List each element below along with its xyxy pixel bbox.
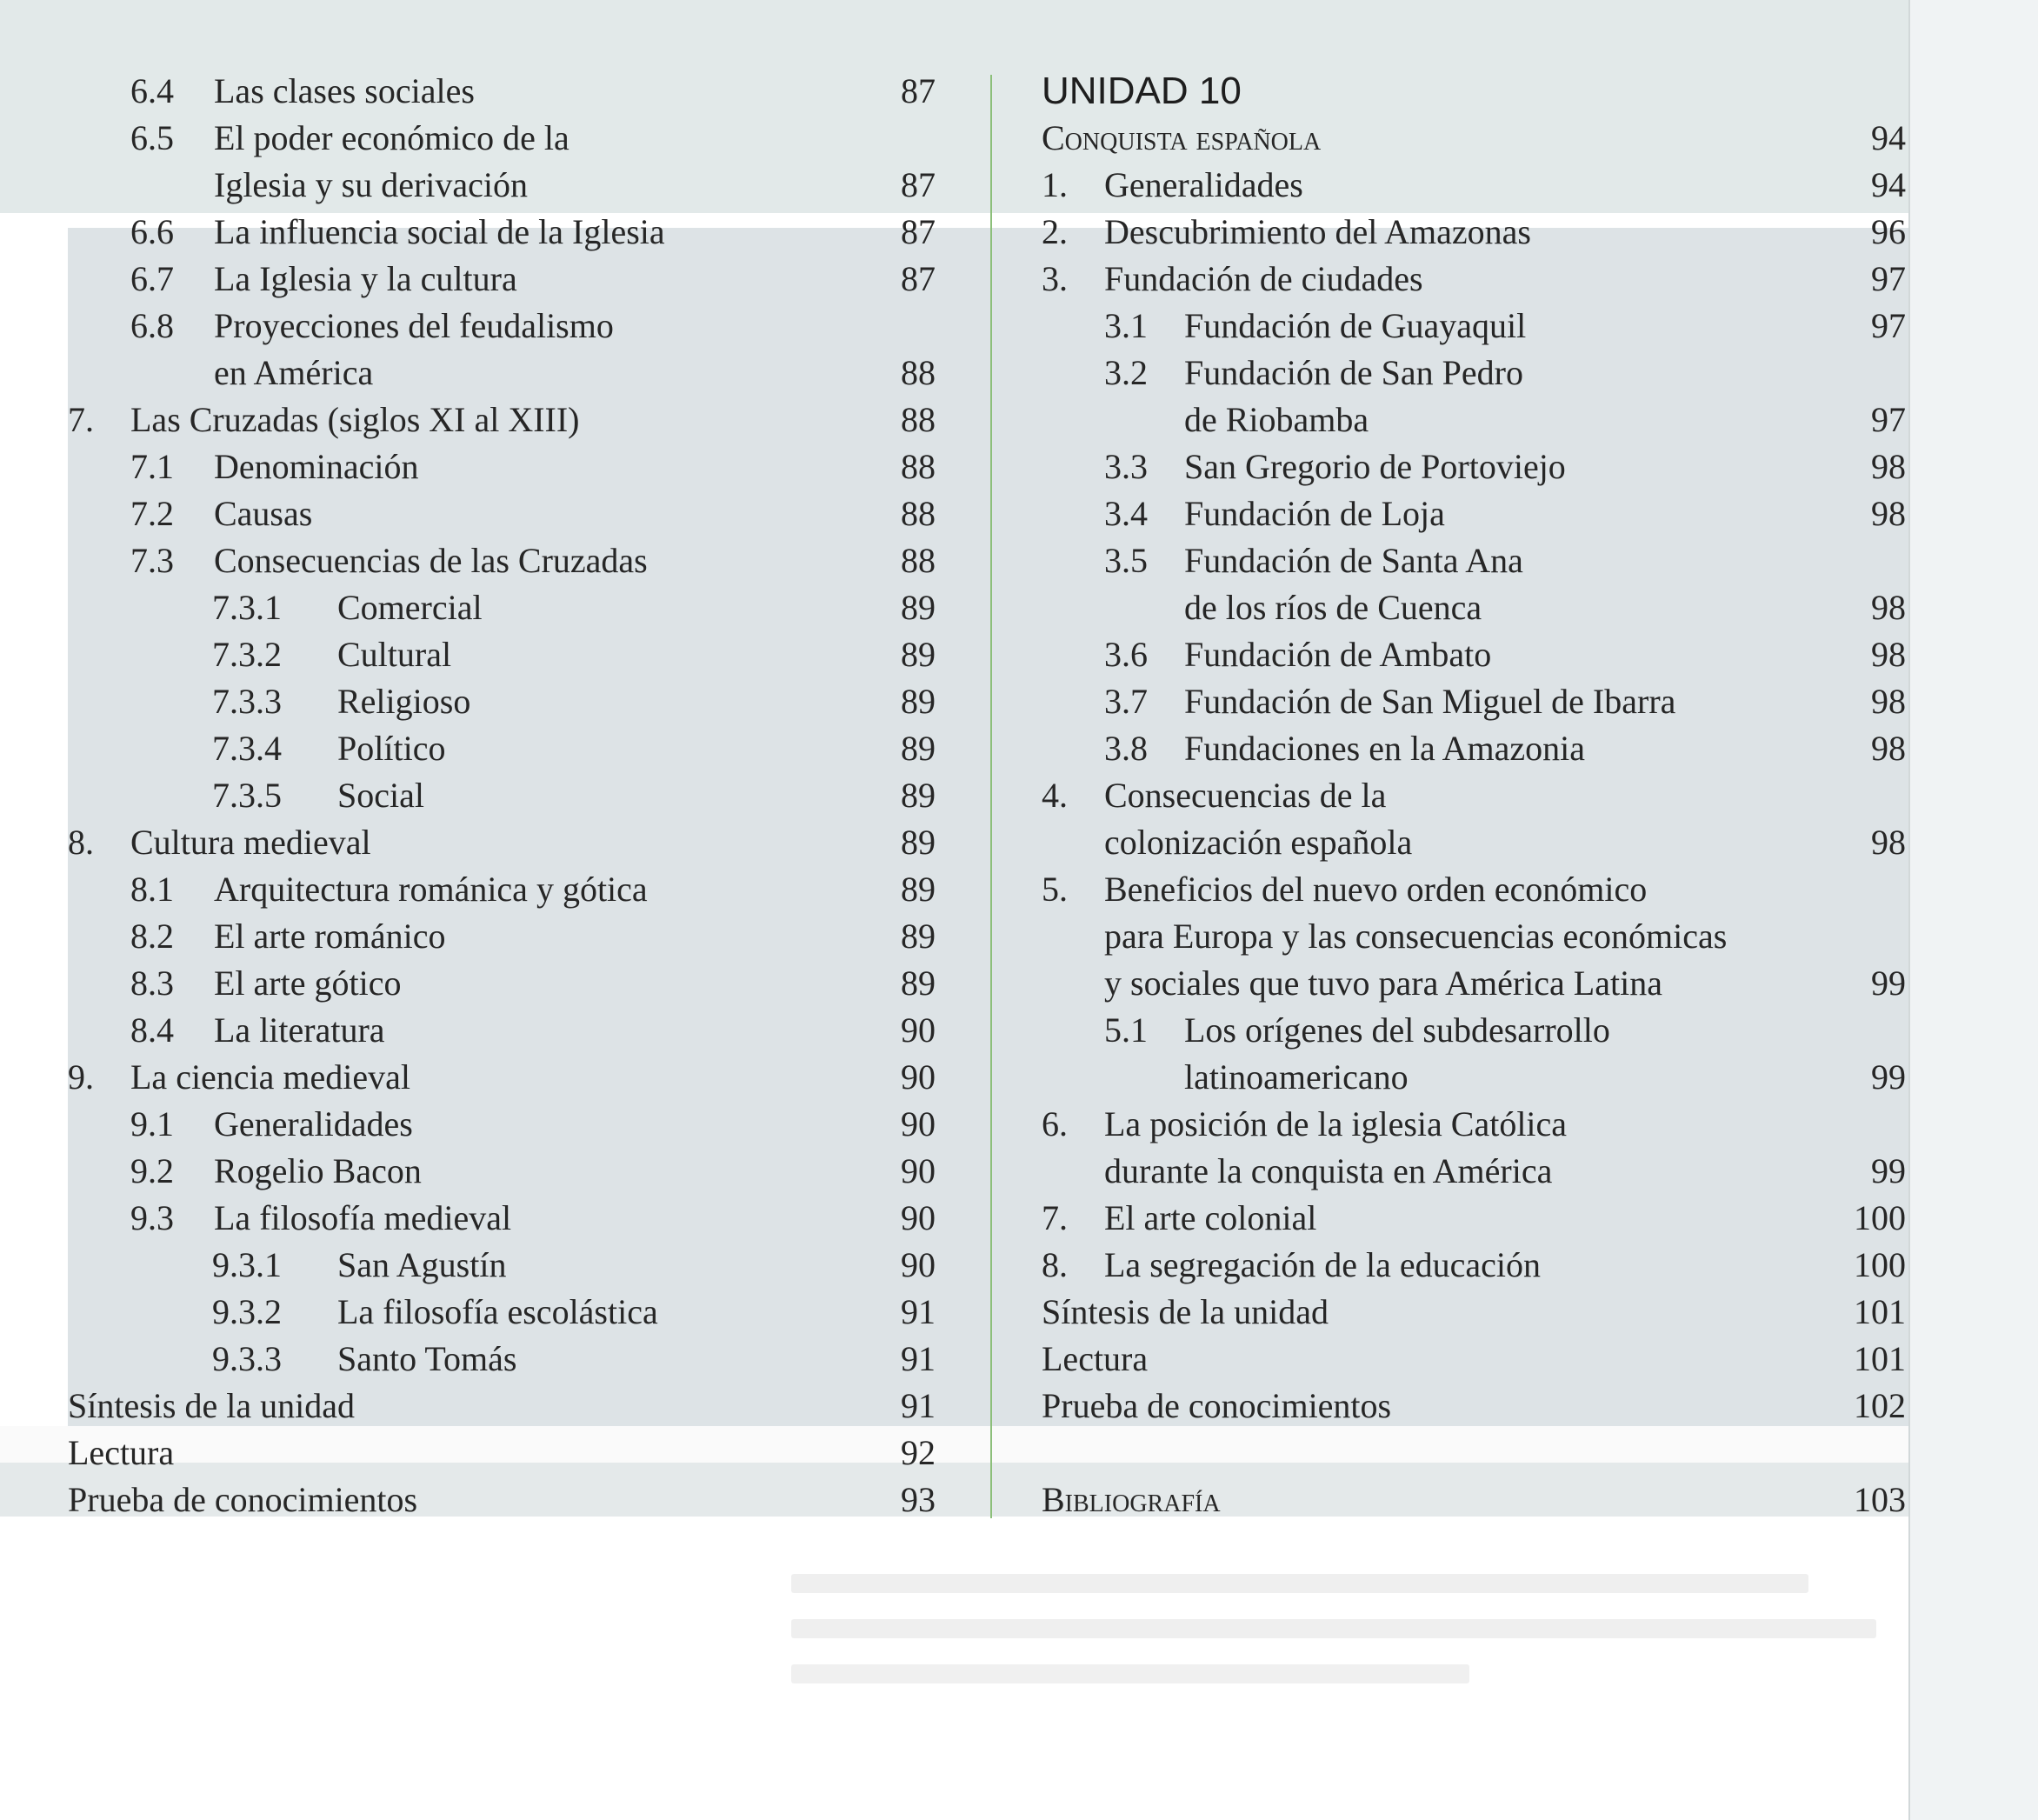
toc-entry	[68, 1148, 936, 1195]
unit-subtitle: Conquista española	[1042, 118, 1322, 157]
toc-entry	[1042, 162, 1906, 209]
toc-entry	[68, 1195, 936, 1242]
entry-number: 6.4	[130, 71, 174, 110]
toc-entry-bibliography	[1042, 1477, 1906, 1523]
toc-entry	[1042, 631, 1906, 678]
entry-page: 101	[1854, 1339, 1906, 1378]
entry-title: Prueba de conocimientos	[1042, 1386, 1392, 1425]
toc-entry	[1042, 303, 1906, 350]
toc-entry	[68, 1383, 936, 1430]
entry-page: 97	[1871, 259, 1906, 298]
entry-page: 90	[901, 1245, 936, 1284]
toc-entry	[68, 443, 936, 490]
entry-page: 102	[1854, 1386, 1906, 1425]
entry-title: en América	[214, 353, 374, 392]
entry-page: 87	[901, 165, 936, 204]
entry-number: 3.8	[1104, 729, 1148, 768]
toc-entry	[1042, 256, 1906, 303]
entry-title: Comercial	[337, 588, 483, 627]
entry-title: colonización española	[1104, 823, 1413, 862]
entry-number: 4.	[1042, 776, 1068, 815]
entry-number: 7.3.1	[212, 588, 282, 627]
toc-left-column	[68, 68, 936, 1523]
entry-number: 9.1	[130, 1104, 174, 1143]
toc-entry	[68, 1007, 936, 1054]
toc-entry	[1042, 725, 1906, 772]
entry-number: 1.	[1042, 165, 1068, 204]
entry-page: 91	[901, 1386, 936, 1425]
entry-number: 7.3.2	[212, 635, 282, 674]
entry-title: El arte románico	[214, 917, 446, 956]
entry-title: de los ríos de Cuenca	[1184, 588, 1482, 627]
toc-entry	[68, 1430, 936, 1477]
entry-title: Santo Tomás	[337, 1339, 517, 1378]
entry-number: 7.3	[130, 541, 174, 580]
entry-title: Fundación de ciudades	[1104, 259, 1423, 298]
entry-page: 98	[1871, 823, 1906, 862]
entry-page: 90	[901, 1151, 936, 1190]
toc-entry-continuation	[68, 162, 936, 209]
entry-number: 8.2	[130, 917, 174, 956]
entry-number: 7.3.4	[212, 729, 282, 768]
entry-page: 89	[901, 823, 936, 862]
entry-number: 6.5	[130, 118, 174, 157]
entry-page: 91	[901, 1292, 936, 1331]
toc-entry	[68, 397, 936, 443]
entry-page: 88	[901, 400, 936, 439]
toc-entry-continuation	[1042, 584, 1906, 631]
entry-page: 98	[1871, 494, 1906, 533]
entry-number: 8.	[1042, 1245, 1068, 1284]
entry-page: 88	[901, 353, 936, 392]
entry-number: 2.	[1042, 212, 1068, 251]
entry-title: Consecuencias de las Cruzadas	[214, 541, 648, 580]
entry-number: 9.3	[130, 1198, 174, 1237]
entry-page: 89	[901, 729, 936, 768]
toc-entry	[1042, 1383, 1906, 1430]
entry-page: 99	[1871, 1151, 1906, 1190]
entry-title: Las Cruzadas (siglos XI al XIII)	[130, 400, 580, 439]
toc-entry	[1042, 350, 1906, 397]
toc-right-column	[1042, 68, 1906, 1523]
toc-entry	[1042, 537, 1906, 584]
toc-entry	[1042, 866, 1906, 913]
entry-page: 94	[1871, 165, 1906, 204]
toc-entry	[68, 1242, 936, 1289]
entry-number: 3.6	[1104, 635, 1148, 674]
unit-subtitle-row	[1042, 115, 1906, 162]
toc-entry	[68, 1336, 936, 1383]
toc-entry	[68, 725, 936, 772]
entry-title: Causas	[214, 494, 313, 533]
entry-title: latinoamericano	[1184, 1057, 1409, 1097]
entry-title: El arte gótico	[214, 963, 402, 1003]
entry-page: 90	[901, 1010, 936, 1050]
entry-title: San Agustín	[337, 1245, 507, 1284]
entry-title: Síntesis de la unidad	[68, 1386, 355, 1425]
entry-number: 6.6	[130, 212, 174, 251]
entry-number: 7.2	[130, 494, 174, 533]
toc-entry-continuation	[1042, 397, 1906, 443]
entry-number: 7.	[1042, 1198, 1068, 1237]
toc-entry	[1042, 443, 1906, 490]
bleed-through-text	[791, 1548, 1921, 1809]
entry-page: 93	[901, 1480, 936, 1519]
entry-title: Arquitectura románica y gótica	[214, 870, 648, 909]
entry-title: El poder económico de la	[214, 118, 569, 157]
entry-title: Social	[337, 776, 424, 815]
entry-title: La ciencia medieval	[130, 1057, 411, 1097]
entry-title: La filosofía escolástica	[337, 1292, 658, 1331]
entry-page: 99	[1871, 1057, 1906, 1097]
entry-title: Beneficios del nuevo orden económico	[1104, 870, 1648, 909]
toc-entry	[1042, 1289, 1906, 1336]
toc-entry	[68, 1054, 936, 1101]
toc-entry	[68, 1289, 936, 1336]
entry-title: Los orígenes del subdesarrollo	[1184, 1010, 1610, 1050]
entry-number: 7.1	[130, 447, 174, 486]
entry-number: 7.3.3	[212, 682, 282, 721]
entry-title: para Europa y las consecuencias económicas	[1104, 917, 1728, 956]
entry-page: 96	[1871, 212, 1906, 251]
toc-entry	[1042, 1336, 1906, 1383]
toc-entry	[68, 1101, 936, 1148]
entry-page: 90	[901, 1104, 936, 1143]
entry-page: 89	[901, 963, 936, 1003]
entry-title: La influencia social de la Iglesia	[214, 212, 665, 251]
entry-title: Fundaciones en la Amazonia	[1184, 729, 1585, 768]
entry-number: 3.2	[1104, 353, 1148, 392]
entry-title: Rogelio Bacon	[214, 1151, 422, 1190]
entry-number: 9.3.1	[212, 1245, 282, 1284]
entry-number: 3.7	[1104, 682, 1148, 721]
entry-number: 8.3	[130, 963, 174, 1003]
entry-title: Religioso	[337, 682, 471, 721]
entry-page: 97	[1871, 400, 1906, 439]
entry-number: 8.4	[130, 1010, 174, 1050]
toc-entry	[68, 819, 936, 866]
entry-number: 3.3	[1104, 447, 1148, 486]
entry-title: Síntesis de la unidad	[1042, 1292, 1329, 1331]
entry-number: 3.	[1042, 259, 1068, 298]
entry-title: Generalidades	[1104, 165, 1303, 204]
entry-title: Las clases sociales	[214, 71, 475, 110]
column-divider	[990, 75, 992, 1518]
entry-title: La filosofía medieval	[214, 1198, 512, 1237]
entry-title: El arte colonial	[1104, 1198, 1317, 1237]
toc-entry-continuation	[1042, 960, 1906, 1007]
entry-page: 98	[1871, 635, 1906, 674]
entry-number: 8.1	[130, 870, 174, 909]
entry-title: de Riobamba	[1184, 400, 1369, 439]
toc-entry-continuation	[1042, 1054, 1906, 1101]
toc-entry	[68, 303, 936, 350]
entry-page: 89	[901, 682, 936, 721]
entry-page: 98	[1871, 447, 1906, 486]
toc-entry	[68, 256, 936, 303]
entry-page: 87	[901, 259, 936, 298]
entry-title: La posición de la iglesia Católica	[1104, 1104, 1568, 1143]
toc-entry	[1042, 1101, 1906, 1148]
entry-title: durante la conquista en América	[1104, 1151, 1553, 1190]
entry-title: Fundación de San Miguel de Ibarra	[1184, 682, 1676, 721]
entry-number: 9.3.3	[212, 1339, 282, 1378]
page-edge	[1908, 0, 2038, 1820]
entry-number: 3.1	[1104, 306, 1148, 345]
entry-number: 7.3.5	[212, 776, 282, 815]
entry-page: 99	[1871, 963, 1906, 1003]
toc-entry	[68, 1477, 936, 1523]
entry-page: 88	[901, 541, 936, 580]
toc-entry	[68, 584, 936, 631]
entry-page: 101	[1854, 1292, 1906, 1331]
entry-title: Descubrimiento del Amazonas	[1104, 212, 1531, 251]
entry-title: Cultura medieval	[130, 823, 371, 862]
entry-page: 87	[901, 71, 936, 110]
toc-entry	[68, 115, 936, 162]
toc-entry	[68, 960, 936, 1007]
entry-title: Consecuencias de la	[1104, 776, 1387, 815]
entry-page: 92	[901, 1433, 936, 1472]
entry-number: 6.7	[130, 259, 174, 298]
toc-entry	[1042, 1007, 1906, 1054]
toc-entry	[68, 866, 936, 913]
entry-page: 90	[901, 1198, 936, 1237]
entry-title: San Gregorio de Portoviejo	[1184, 447, 1566, 486]
entry-title: Bibliografía	[1042, 1480, 1221, 1519]
entry-title: Fundación de San Pedro	[1184, 353, 1523, 392]
entry-title: Fundación de Ambato	[1184, 635, 1492, 674]
toc-entry-continuation	[68, 350, 936, 397]
entry-number: 9.	[68, 1057, 94, 1097]
entry-title: Iglesia y su derivación	[214, 165, 528, 204]
toc-entry	[68, 537, 936, 584]
unit-title: UNIDAD 10	[1042, 70, 1242, 112]
entry-number: 7.	[68, 400, 94, 439]
entry-page: 87	[901, 212, 936, 251]
entry-page: 89	[901, 917, 936, 956]
entry-page: 97	[1871, 306, 1906, 345]
entry-page: 100	[1854, 1198, 1906, 1237]
entry-page: 91	[901, 1339, 936, 1378]
toc-entry	[1042, 490, 1906, 537]
entry-page: 98	[1871, 588, 1906, 627]
entry-page: 98	[1871, 729, 1906, 768]
toc-entry	[68, 68, 936, 115]
entry-title: Prueba de conocimientos	[68, 1480, 418, 1519]
entry-page: 94	[1871, 118, 1906, 157]
toc-entry-continuation	[1042, 913, 1906, 960]
entry-title: La Iglesia y la cultura	[214, 259, 517, 298]
entry-number: 9.2	[130, 1151, 174, 1190]
entry-title: Proyecciones del feudalismo	[214, 306, 614, 345]
entry-number: 6.	[1042, 1104, 1068, 1143]
entry-title: Fundación de Guayaquil	[1184, 306, 1527, 345]
entry-number: 8.	[68, 823, 94, 862]
toc-entry	[68, 913, 936, 960]
entry-title: Político	[337, 729, 446, 768]
toc-entry	[1042, 678, 1906, 725]
entry-title: La segregación de la educación	[1104, 1245, 1541, 1284]
entry-page: 88	[901, 494, 936, 533]
entry-title: Lectura	[68, 1433, 175, 1472]
entry-number: 6.8	[130, 306, 174, 345]
toc-entry	[1042, 209, 1906, 256]
toc-entry	[68, 209, 936, 256]
entry-page: 89	[901, 588, 936, 627]
toc-entry	[68, 631, 936, 678]
toc-entry	[1042, 1242, 1906, 1289]
toc-entry-continuation	[1042, 1148, 1906, 1195]
toc-entry	[1042, 772, 1906, 819]
entry-number: 5.	[1042, 870, 1068, 909]
toc-entry	[68, 772, 936, 819]
entry-title: Cultural	[337, 635, 452, 674]
entry-page: 88	[901, 447, 936, 486]
entry-number: 3.5	[1104, 541, 1148, 580]
entry-page: 98	[1871, 682, 1906, 721]
entry-page: 89	[901, 776, 936, 815]
entry-page: 103	[1854, 1480, 1906, 1519]
entry-number: 5.1	[1104, 1010, 1148, 1050]
toc-entry	[68, 490, 936, 537]
entry-title: La literatura	[214, 1010, 385, 1050]
toc-entry-continuation	[1042, 819, 1906, 866]
entry-page: 100	[1854, 1245, 1906, 1284]
entry-number: 3.4	[1104, 494, 1148, 533]
toc-entry	[68, 678, 936, 725]
entry-page: 90	[901, 1057, 936, 1097]
entry-page: 89	[901, 870, 936, 909]
entry-title: Lectura	[1042, 1339, 1149, 1378]
entry-title: Fundación de Loja	[1184, 494, 1445, 533]
entry-title: Generalidades	[214, 1104, 413, 1143]
entry-number: 9.3.2	[212, 1292, 282, 1331]
entry-title: y sociales que tuvo para América Latina	[1104, 963, 1662, 1003]
entry-title: Denominación	[214, 447, 419, 486]
entry-page: 89	[901, 635, 936, 674]
entry-title: Fundación de Santa Ana	[1184, 541, 1523, 580]
toc-entry	[1042, 1195, 1906, 1242]
